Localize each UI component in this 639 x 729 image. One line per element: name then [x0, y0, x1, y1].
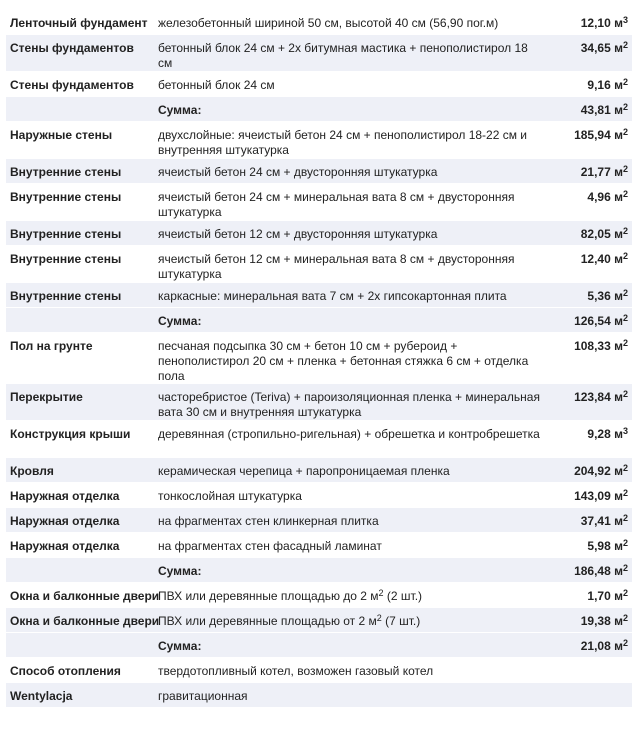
value-text: 1,70 м: [587, 589, 623, 603]
description-text: твердотопливный котел, возможен газовый котел: [158, 664, 434, 678]
description-superscript: 2: [376, 613, 382, 623]
sum-row: [6, 97, 632, 122]
value-text: 9,28 м: [587, 427, 623, 441]
element-description: [158, 464, 543, 479]
value-text: 21,08 м: [580, 639, 623, 653]
table-row: [6, 608, 632, 633]
unit-superscript: 2: [622, 226, 628, 236]
element-description: [158, 165, 543, 180]
description-text: на фрагментах стен фасадный ламинат: [158, 539, 382, 553]
element-description: [158, 390, 543, 420]
element-name: Окна и балконные двери: [10, 589, 160, 603]
table-row: [6, 683, 632, 708]
table-row: [6, 583, 632, 608]
element-description: [158, 514, 543, 529]
description-text: Сумма:: [158, 103, 202, 117]
value-text: 12,40 м: [580, 252, 623, 266]
element-description: [158, 539, 543, 554]
element-description: [158, 427, 543, 442]
element-description: [158, 190, 543, 220]
sum-label: [158, 564, 543, 579]
value-text: 37,41 м: [580, 514, 623, 528]
value-text: 12,10 м: [580, 16, 623, 30]
element-name: Wentylacja: [10, 689, 73, 703]
table-row: [6, 10, 632, 35]
element-value: [538, 589, 628, 604]
element-name: Пол на грунте: [10, 339, 93, 353]
unit-superscript: 3: [622, 426, 628, 436]
unit-superscript: 2: [622, 538, 628, 548]
element-value: [538, 514, 628, 529]
description-text: каркасные: минеральная вата 7 см + 2х гипсокартонная плита: [158, 289, 507, 303]
table-row: [6, 122, 632, 159]
description-text: на фрагментах стен клинкерная плитка: [158, 514, 379, 528]
element-description: [158, 227, 543, 242]
unit-superscript: 2: [622, 77, 628, 87]
value-text: 43,81 м: [580, 103, 623, 117]
element-value: [538, 78, 628, 93]
element-description: [158, 689, 543, 704]
element-value: [538, 614, 628, 629]
unit-superscript: 2: [622, 613, 628, 623]
value-text: 185,94 м: [574, 128, 623, 142]
unit-superscript: 2: [622, 638, 628, 648]
sum-row: [6, 633, 632, 658]
element-name: Способ отопления: [10, 664, 121, 678]
element-description: [158, 41, 543, 71]
description-text: ячеистый бетон 12 см + минеральная вата 8 см + двусторонняя штукатурка: [158, 252, 515, 281]
description-text: деревянная (стропильно-ригельная) + обрешетка и контробрешетка: [158, 427, 540, 441]
element-description: [158, 252, 543, 282]
element-value: [538, 339, 628, 354]
unit-superscript: 2: [622, 251, 628, 261]
unit-superscript: 2: [622, 513, 628, 523]
unit-superscript: 2: [622, 40, 628, 50]
element-value: [538, 227, 628, 242]
sum-label: [158, 103, 543, 118]
description-text: Сумма:: [158, 314, 202, 328]
element-value: [538, 41, 628, 56]
element-value: [538, 103, 628, 118]
description-text: гравитационная: [158, 689, 248, 703]
element-description: [158, 339, 543, 384]
description-text: бетонный блок 24 см: [158, 78, 275, 92]
element-name: Внутренние стены: [10, 165, 122, 179]
sum-label: [158, 314, 543, 329]
sum-label: [158, 639, 543, 654]
description-superscript: 2: [378, 588, 384, 598]
element-description: [158, 589, 543, 604]
table-row: [6, 384, 632, 421]
description-text: ячеистый бетон 12 см + двусторонняя штукатурка: [158, 227, 438, 241]
unit-superscript: 2: [622, 389, 628, 399]
table-row: [6, 35, 632, 72]
unit-superscript: 2: [622, 313, 628, 323]
sum-row: [6, 558, 632, 583]
table-row: [6, 221, 632, 246]
element-name: Окна и балконные двери: [10, 614, 160, 628]
unit-superscript: 2: [622, 127, 628, 137]
element-value: [538, 16, 628, 31]
description-text: Сумма:: [158, 639, 202, 653]
value-text: 34,65 м: [580, 41, 623, 55]
element-name: Кровля: [10, 464, 54, 478]
table-row: [6, 283, 632, 308]
element-name: Наружная отделка: [10, 539, 120, 553]
value-text: 82,05 м: [580, 227, 623, 241]
element-name: Наружная отделка: [10, 514, 120, 528]
value-text: 21,77 м: [580, 165, 623, 179]
value-text: 123,84 м: [574, 390, 623, 404]
table-row: [6, 421, 632, 458]
value-text: 108,33 м: [574, 339, 623, 353]
description-text: ячеистый бетон 24 см + минеральная вата 8 см + двусторонняя штукатурка: [158, 190, 515, 219]
element-description: [158, 489, 543, 504]
element-description: [158, 614, 543, 629]
element-name: Внутренние стены: [10, 227, 122, 241]
unit-superscript: 2: [622, 164, 628, 174]
element-name: Ленточный фундамент: [10, 16, 148, 30]
element-name: Стены фундаментов: [10, 41, 134, 55]
description-text: ПВХ или деревянные площадью от 2 м: [158, 614, 377, 628]
specification-table: [6, 10, 632, 708]
unit-superscript: 2: [622, 588, 628, 598]
element-value: [538, 427, 628, 442]
element-name: Внутренние стены: [10, 190, 122, 204]
value-text: 126,54 м: [574, 314, 623, 328]
value-text: 204,92 м: [574, 464, 623, 478]
element-value: [538, 564, 628, 579]
element-value: [538, 539, 628, 554]
element-description: [158, 289, 543, 304]
description-tail: (7 шт.): [381, 614, 421, 628]
value-text: 186,48 м: [574, 564, 623, 578]
value-text: 19,38 м: [580, 614, 623, 628]
element-value: [538, 190, 628, 205]
element-value: [538, 165, 628, 180]
description-text: часторебристое (Teriva) + пароизоляционная пленка + минеральная вата 30 см и внутренняя штукатурка: [158, 390, 540, 419]
table-row: [6, 72, 632, 97]
element-value: [538, 289, 628, 304]
table-row: [6, 333, 632, 384]
description-text: керамическая черепица + паропроницаемая пленка: [158, 464, 450, 478]
description-tail: (2 шт.): [383, 589, 423, 603]
element-value: [538, 390, 628, 405]
element-value: [538, 128, 628, 143]
element-description: [158, 78, 543, 93]
unit-superscript: 2: [622, 189, 628, 199]
description-text: тонкослойная штукатурка: [158, 489, 302, 503]
unit-superscript: 2: [622, 463, 628, 473]
description-text: железобетонный шириной 50 см, высотой 40 см (56,90 пог.м): [158, 16, 499, 30]
element-name: Внутренние стены: [10, 252, 122, 266]
element-name: Наружные стены: [10, 128, 113, 142]
element-value: [538, 489, 628, 504]
table-row: [6, 483, 632, 508]
table-row: [6, 246, 632, 283]
value-text: 9,16 м: [587, 78, 623, 92]
value-text: 4,96 м: [587, 190, 623, 204]
element-value: [538, 464, 628, 479]
value-text: 5,36 м: [587, 289, 623, 303]
description-text: бетонный блок 24 см + 2х битумная мастика + пенополистирол 18 см: [158, 41, 528, 70]
element-name: Конструкция крыши: [10, 427, 131, 441]
value-text: 5,98 м: [587, 539, 623, 553]
value-text: 143,09 м: [574, 489, 623, 503]
element-value: [538, 639, 628, 654]
element-description: [158, 128, 543, 158]
unit-superscript: 2: [622, 338, 628, 348]
element-name: Стены фундаментов: [10, 78, 134, 92]
table-row: [6, 458, 632, 483]
description-text: Сумма:: [158, 564, 202, 578]
description-text: песчаная подсыпка 30 см + бетон 10 см + рубероид + пенополистирол 20 см + пленка + бетонная стяжка 6 см + отделка пола: [158, 339, 529, 383]
element-name: Внутренние стены: [10, 289, 122, 303]
table-row: [6, 508, 632, 533]
table-row: [6, 658, 632, 683]
unit-superscript: 2: [622, 288, 628, 298]
unit-superscript: 2: [622, 563, 628, 573]
unit-superscript: 2: [622, 488, 628, 498]
unit-superscript: 3: [622, 15, 628, 25]
element-value: [538, 252, 628, 267]
table-row: [6, 159, 632, 184]
description-text: двухслойные: ячеистый бетон 24 см + пенополистирол 18-22 см и внутренняя штукатурка: [158, 128, 528, 157]
table-row: [6, 184, 632, 221]
element-name: Перекрытие: [10, 390, 83, 404]
element-description: [158, 16, 543, 31]
element-description: [158, 664, 543, 679]
sum-row: [6, 308, 632, 333]
table-row: [6, 533, 632, 558]
element-value: [538, 314, 628, 329]
element-name: Наружная отделка: [10, 489, 120, 503]
unit-superscript: 2: [622, 102, 628, 112]
description-text: ПВХ или деревянные площадью до 2 м: [158, 589, 379, 603]
description-text: ячеистый бетон 24 см + двусторонняя штукатурка: [158, 165, 438, 179]
